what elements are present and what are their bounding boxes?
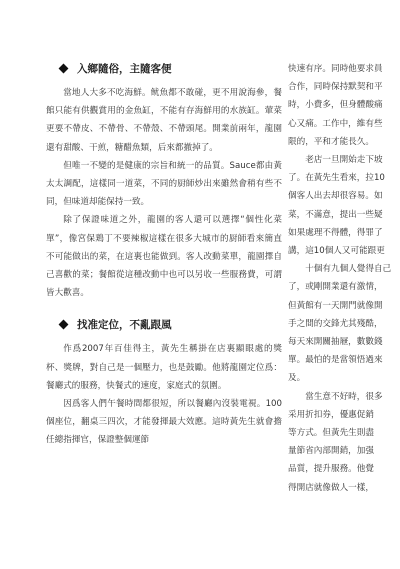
paragraph: 除了保證味道之外，龍園的客人還可以選擇“個性化菜單”，像宮保鶏丁不要辣椒這樣在很多大城市的厨師看來簡直不可能做出的菜，在這裏也能做到。客人改動菜單，龍園擇自己喜歡的菜；餐館從這種改動中也可以另收一些服務費，可謂皆大歡喜。 (46, 215, 282, 299)
right-column (288, 60, 400, 497)
section-heading-2 (60, 316, 282, 332)
text-line: 每天來開關抽屜，數數錢 (288, 337, 383, 348)
text-line: 量節省內部開銷，加强 (288, 446, 374, 457)
paragraph: 作爲2007年百佳得主，黃先生稱掛在店裏顯眼處的獎杯、獎牌，對自己是一個壓力，也是鼓勵。他將龍園定位爲：餐廳式的服務，快餐式的速度，家庭式的氛圍。 (46, 344, 282, 391)
paragraph: 但唯一不變的是健康的宗旨和統一的品質。Sauce都由黃太太調配，這樣同一道菜，不同的厨師炒出來雖然會稍有些不同，但味道却能保持一致。 (46, 160, 282, 208)
text-line: 單。最怕的是當領悟過來 (288, 355, 383, 366)
text-line: 限的，平和才能長久。 (288, 136, 374, 147)
left-column (46, 60, 282, 450)
text-line: 講，這10個人又可能跟更 (288, 246, 385, 257)
text-line: 得開店就像做人一樣， (288, 482, 374, 493)
text-line: 個客人出去却很容易。如 (288, 191, 383, 202)
paragraph: 當地人大多不吃海鮮。鱿魚都不敢碰，更不用說海參，餐館只能有供觀賞用的金魚缸，不能有存海鮮用的水族缸。葷菜更要不帶皮、不帶骨、不帶殼、不帶頭尾。開業前兩年，龍園還有甜酸、干煎，糖醋魚類，后來都撤掉了。 (46, 88, 282, 153)
paragraph: 因爲客人們午餐時間都很短，所以餐廳內沒裝電視。100個座位，翻桌三四次，才能發揮最大效應。這時黃先生就會擔任總指揮官，保證整個運節 (46, 399, 282, 446)
text-line: 快速有序。同時他要求員 (288, 64, 383, 74)
text-line: 等方式。但黃先生則盡 (288, 428, 374, 439)
section-heading-text: 入鄉隨俗，主隨客便 (77, 62, 172, 75)
text-line: 當生意不好時，很多 (305, 391, 383, 402)
text-line: 老店一旦開始走下坡 (305, 155, 383, 166)
text-line: 及。 (288, 373, 306, 384)
text-line: 時，小費多，但身體酸痛 (288, 100, 383, 111)
diamond-bullet-icon (59, 63, 69, 73)
text-line: 手之間的交鋒尤其殘酷， (288, 318, 383, 329)
text-line: 心又痛。工作中，維有些 (288, 118, 383, 129)
text-line: 合作，同時保持默契和平 (288, 82, 383, 93)
diamond-bullet-icon (59, 319, 69, 329)
text-line: 菜，不滿意，提出一些疑 (288, 209, 383, 220)
text-line: 了，或剛開業還有激情， (288, 282, 383, 293)
section-heading-1 (60, 60, 282, 76)
text-line: 采用折扣券，優惠促銷 (288, 409, 374, 420)
section-heading-text: 找准定位，不亂跟風 (77, 318, 172, 331)
text-line: 如果處理不得體，得罪了 (288, 227, 383, 238)
text-line: 品質，提升服務。他覺 (288, 464, 374, 475)
text-line: 十個有九個人覺得自己 (305, 264, 392, 275)
text-line: 但黃館有一天開門就像開 (288, 300, 383, 311)
text-line: 了。在黃先生看來，拉10 (288, 173, 385, 184)
